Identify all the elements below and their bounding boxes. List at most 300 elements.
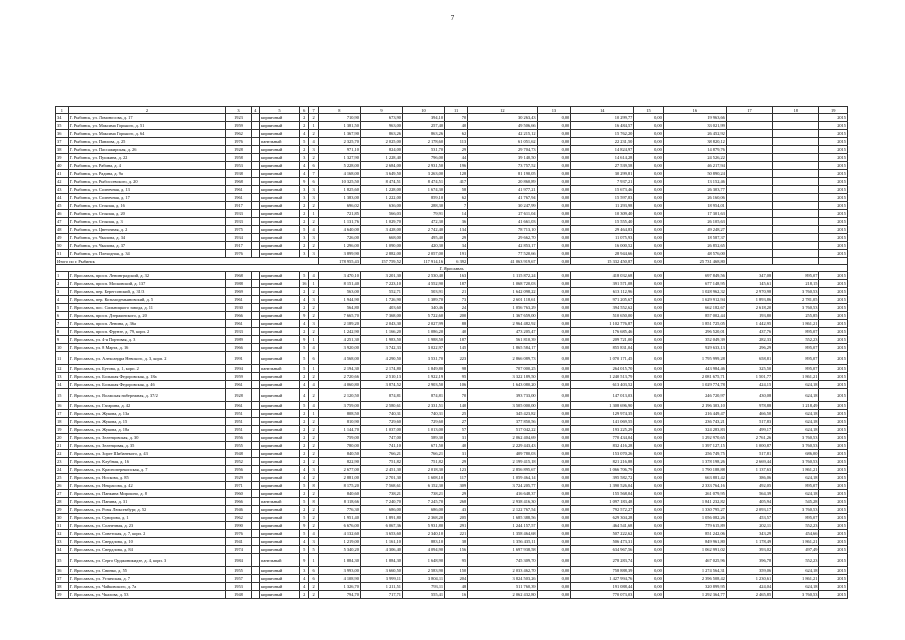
table-cell: 1 891,80 [360,514,402,522]
table-cell: 0,00 [634,506,663,514]
table-cell: 796,00 [403,154,445,162]
table-cell [773,114,819,122]
table-cell [773,202,819,210]
table-cell: 291 [445,522,468,530]
total-cell: 15 332 450,87 [571,258,634,265]
table-cell: 4 306,40 [360,546,402,554]
table-cell: 155 568,04 [571,490,634,498]
table-cell: 624,18 [773,474,819,482]
table-cell: 1989 [226,336,251,344]
table-cell: Г. Рыбинск, ул. Солнечная, д. 13 [68,186,226,194]
column-number-row [56,107,848,114]
table-cell: 4 [299,466,308,474]
table-cell: 1953 [226,583,251,591]
table-cell: 2 033 462,70 [468,567,537,575]
table-cell: 49 248,27 [663,226,726,234]
table-cell: 4 [56,296,69,304]
table-cell: кирпичный [260,538,300,546]
table-cell: 1 070 171,45 [571,352,634,365]
table-cell: 296 520,01 [663,328,726,336]
table-cell: 1 944,90 [318,296,360,304]
table-row [56,498,848,506]
table-cell [251,498,259,506]
table-cell: 26 303,77 [663,186,726,194]
table-cell: 1 685 388,56 [468,514,537,522]
table-cell: 552,23 [773,554,819,567]
table-cell: 15 673,46 [571,186,634,194]
table-cell: 1 356 435,11 [468,538,537,546]
table-cell: 10 309,40 [571,210,634,218]
table-cell: 1951 [226,418,251,426]
table-cell: 2 396 508,42 [663,575,726,583]
table-cell: 7 [56,320,69,328]
table-cell: 822,90 [318,458,360,466]
table-cell: 48 [56,226,69,234]
table-cell: 2 [309,426,318,434]
table-cell: 31 [445,434,468,442]
table-cell: 41 661,03 [468,218,537,226]
table-cell: 2 [299,304,308,312]
total-cell: 178 955,43 [318,258,360,265]
table-cell: 13 [56,373,69,381]
table-cell: 44 [56,194,69,202]
table-cell [251,170,259,178]
table-cell: Г. Рыбинск, ул. Радина, д. 9а [68,170,226,178]
table-cell: 2 120,50 [318,389,360,402]
table-cell: 176 685,46 [571,328,634,336]
table-cell: 8 [309,482,318,490]
table-cell: 200 [445,312,468,320]
table-cell: 98 [445,365,468,373]
table-cell: 1 029,70 [360,218,402,226]
table-cell: 2 [299,410,308,418]
page-number: 7 [450,14,455,22]
table-cell: 0,00 [634,242,663,250]
table-cell: 1 390 526,04 [571,482,634,490]
table-cell: 832 416,28 [571,442,634,450]
table-row [56,418,848,426]
table-cell: 2015 [819,154,848,162]
table-cell: 73 757,52 [468,162,537,170]
table-cell: 2015 [819,304,848,312]
table-cell: кирпичный [260,352,300,365]
table-cell: 624,18 [773,418,819,426]
table-cell: 2 938 416,30 [468,498,537,506]
table-cell: 0,00 [537,410,571,418]
table-cell: 347,08 [726,272,772,280]
table-cell: 552,71 [360,288,402,296]
table-cell: 0,00 [634,418,663,426]
table-cell: 2 [309,583,318,591]
table-cell: 2 530,40 [403,272,445,280]
table-cell: 545,28 [773,498,819,506]
table-cell: 2 [299,146,308,154]
table-cell: 3 [299,186,308,194]
table-cell: 147 013,03 [571,389,634,402]
table-cell: 2 018,30 [403,466,445,474]
column-number: 15 [634,107,663,114]
table-cell: 3 [299,194,308,202]
table-cell: 1 427 994,76 [571,575,634,583]
table-cell: Г. Ярославль, пер. Берегсовский, д. 31/3 [68,288,226,296]
table-cell: 0,00 [537,373,571,381]
table-cell: кирпичный [260,514,300,522]
table-cell: 24 526,22 [663,154,726,162]
table-cell: 745 309,70 [468,554,537,567]
table-cell: 320 899,95 [663,583,726,591]
table-cell: 668,00 [360,234,402,242]
table-cell: 4 [299,296,308,304]
table-cell: 1 442,95 [726,320,772,328]
table-cell: 3 [299,250,308,258]
table-cell: 0,00 [537,336,571,344]
table-cell: 420,30 [403,242,445,250]
table-cell: 38 [56,146,69,154]
total-cell: 117 914,16 [403,258,445,265]
table-cell: 1 330 795,27 [663,506,726,514]
table-cell: 1966 [226,312,251,320]
table-cell: 5 [299,498,308,506]
table-cell [726,162,772,170]
table-cell: кирпичный [260,226,300,234]
table-cell: 1966 [226,344,251,352]
table-cell: 187 [445,280,468,288]
table-cell: 2 583,90 [403,567,445,575]
table-cell: 1 090,00 [360,242,402,250]
table-cell: 3 899,90 [318,250,360,258]
table-cell: 1 326,70 [318,583,360,591]
table-cell [773,122,819,130]
column-number: 1 [56,107,69,114]
table-cell: 4 [309,226,318,234]
table-cell: 0,00 [634,402,663,410]
table-cell: 766,21 [360,450,402,458]
table-cell: 4 060,80 [318,381,360,389]
table-cell: 1917 [226,202,251,210]
table-cell: 15 597,83 [571,194,634,202]
table-cell [773,250,819,258]
table-cell: 48 576,00 [663,250,726,258]
table-cell: 1948 [226,591,251,599]
table-cell: 467 025,96 [663,554,726,567]
table-row [56,591,848,599]
table-cell: 2 [299,328,308,336]
table-cell: Г. Ярославль, ул. Панина, д. 31 [68,498,226,506]
table-cell: 883,10 [403,538,445,546]
total-row [56,258,848,265]
table-cell: 697 849,56 [663,272,726,280]
table-cell: 1966 [226,498,251,506]
table-cell: 0,00 [634,442,663,450]
table-cell: 2 [299,418,308,426]
table-cell: Г. Ярославль, ул. Зеленцовская, д. 30 [68,434,226,442]
table-cell: 2015 [819,312,848,320]
table-cell: 29 464,83 [571,226,634,234]
table-cell: 40 [445,442,468,450]
table-cell: кирпичный [260,530,300,538]
column-number: 8 [318,107,360,114]
table-row [56,336,848,344]
table-cell: 2 781,05 [773,296,819,304]
table-cell: 751,82 [403,458,445,466]
table-cell: кирпичный [260,280,300,288]
table-cell: 840,50 [318,450,360,458]
table-cell: 9 [299,312,308,320]
table-cell: 3 531,70 [403,352,445,365]
table-cell [251,336,259,344]
table-cell: 0,00 [537,434,571,442]
table-cell: 117 [445,474,468,482]
table-cell: 2 [299,288,308,296]
column-number: 16 [663,107,726,114]
table-cell [251,530,259,538]
table-cell: 325,50 [726,365,772,373]
table-cell: 3 505 000,00 [468,402,537,410]
table-cell: 29 [56,506,69,514]
table-cell: Г. Рыбинск, ул. Стоялая, д. 16 [68,202,226,210]
table-cell: 153 070,26 [571,450,634,458]
table-cell: 2015 [819,402,848,410]
table-cell: 2 [309,591,318,599]
table-cell: 145,61 [726,280,772,288]
table-cell: 2 333 764,16 [663,482,726,490]
table-row [56,474,848,482]
table-cell: 2 [309,114,318,122]
table-cell: 150 [445,567,468,575]
table-cell: 437,76 [726,328,772,336]
table-cell: 24 [445,304,468,312]
table-cell: 7 568,61 [360,482,402,490]
table-cell: 1948 [226,450,251,458]
table-cell: 677 148,95 [663,280,726,288]
table-row [56,162,848,170]
table-cell: 0,00 [537,466,571,474]
table-cell: 1 [309,410,318,418]
total-cell: 25 731 468,80 [663,258,726,265]
table-cell: 1 178,49 [726,538,772,546]
table-cell: 510 650,00 [571,312,634,320]
table-cell: 31 [445,450,468,458]
table-cell: 686,00 [360,506,402,514]
table-cell: 193,80 [726,312,772,320]
table-cell: 2 [309,288,318,296]
table-cell: 707 000,25 [468,365,537,373]
table-cell: 0,00 [634,482,663,490]
table-cell: 492,05 [726,482,772,490]
table-cell: 717,71 [360,591,402,599]
table-cell: 2 [309,506,318,514]
table-cell [251,186,259,194]
table-cell: 741,10 [360,442,402,450]
table-cell: 18 [56,418,69,426]
table-cell: 12 [56,365,69,373]
table-cell: 507 222,62 [571,530,634,538]
table-cell: 10 [56,344,69,352]
table-cell: 3 [309,186,318,194]
table-cell: 1 849,80 [403,365,445,373]
table-cell: 1 137,63 [726,466,772,474]
table-cell: 3 263,00 [403,170,445,178]
table-cell: 29 [445,234,468,242]
table-cell: 2 057,00 [403,250,445,258]
table-cell: 453,57 [726,514,772,522]
table-row [56,288,848,296]
table-cell: 2 062 432,80 [468,591,537,599]
table-cell: 36 [56,130,69,138]
table-cell: 3 428,00 [360,226,402,234]
table-cell: 1 648,90 [403,554,445,567]
table-cell: 895,07 [773,482,819,490]
housing-table [55,106,848,599]
table-cell: 1 884,30 [318,554,360,567]
table-cell: кирпичный [260,234,300,242]
table-cell: 129 974,35 [571,410,634,418]
table-cell: 0,00 [634,538,663,546]
table-cell: 1 643 080,20 [468,381,537,389]
table-cell: Г. Ярославль, ул. Клубная, д. 16 [68,458,226,466]
table-cell [251,154,259,162]
table-cell: 808,50 [318,410,360,418]
table-cell: 1 066 706,79 [571,466,634,474]
column-number: 13 [537,107,571,114]
table-cell: 2 451,30 [360,466,402,474]
table-cell [251,122,259,130]
table-cell: 738,21 [403,490,445,498]
table-cell: 4 [299,575,308,583]
table-cell: 9 [299,336,308,344]
table-cell: 2 [299,122,308,130]
table-cell: 209 721,00 [571,336,634,344]
table-cell: 0,00 [634,280,663,288]
table-cell: Г. Ярославль, ул. Зеленцовая, д. 35 [68,442,226,450]
table-cell: 393,02 [726,546,772,554]
column-number: 19 [819,107,848,114]
table-cell: 261 079,95 [663,490,726,498]
table-cell: 810,90 [318,418,360,426]
table-cell [251,583,259,591]
table-cell: 971,10 [318,146,360,154]
table-cell: 1 028 962,32 [663,288,726,296]
table-cell: Г. Ярославль, ул. Солнечная, д. 23 [68,522,226,530]
table-cell: 2015 [819,514,848,522]
table-cell: 4 [299,162,308,170]
table-cell: 30 [56,514,69,522]
table-cell: Г. Рыбинск, ул. Пассажирская, д. 26 [68,146,226,154]
table-cell: 1976 [226,138,251,146]
table-cell: 106 [445,381,468,389]
table-cell: 5 [299,226,308,234]
table-cell: 2 043,30 [360,320,402,328]
table-cell: 2 931,50 [403,162,445,170]
table-cell: Г. Ярославль, ул. Носкова, д. 85 [68,474,226,482]
table-cell: Г. Ярославль, ул. Гагарина, д. 42 [68,402,226,410]
table-row [56,530,848,538]
table-cell: 4 [309,138,318,146]
table-cell: Г. Ярославль, ул. Волжская набережная, д. 37/2 [68,389,226,402]
table-cell: 624,18 [773,567,819,575]
table-cell: 859,10 [403,194,445,202]
table-cell: 0,00 [537,114,571,122]
table-cell [251,138,259,146]
table-cell: 3 [309,194,318,202]
table-cell: 16 [56,402,69,410]
table-cell: 1 274 564,31 [663,567,726,575]
table-cell [251,210,259,218]
table-cell: 0,00 [537,554,571,567]
table-cell: 0,00 [634,450,663,458]
table-cell: 2 465,85 [726,591,772,599]
table-cell: 895,07 [773,352,819,365]
table-cell: 123 [445,466,468,474]
table-cell: 343,29 [726,530,772,538]
table-cell: 8 175,20 [318,482,360,490]
table-cell: 0,00 [537,402,571,410]
table-cell: 3 760,53 [773,304,819,312]
table-cell: 430,08 [726,389,772,402]
table-cell: 3 [309,466,318,474]
table-cell: 2 [309,474,318,482]
table-cell: 589,30 [403,434,445,442]
table-row [56,365,848,373]
table-cell: 0,00 [537,381,571,389]
table-cell: 2015 [819,170,848,178]
table-cell: 296,29 [726,344,772,352]
table-cell: 747,00 [360,434,402,442]
table-cell: панельный [260,554,300,567]
table-cell: Г. Рыбинск, ул. Плеходная, д. 34 [68,250,226,258]
table-cell [726,154,772,162]
table-cell: 2 [56,280,69,288]
table-cell: Г. Рыбинск, ул. Чкалова, д. 37 [68,242,226,250]
table-cell: 1956 [226,466,251,474]
column-number: 3 [226,107,251,114]
table-cell [251,474,259,482]
table-cell: 6 [56,312,69,320]
total-label: Итого по г. Рыбинск [56,258,319,265]
table-cell: 2 [309,389,318,402]
table-cell: 0,00 [537,575,571,583]
table-row [56,389,848,402]
total-cell [773,258,819,265]
table-cell: 634 967,56 [571,546,634,554]
table-cell: 1 161,10 [360,538,402,546]
table-cell: 1 383,00 [318,194,360,202]
column-number: 5 [260,107,300,114]
table-cell: 49 [56,234,69,242]
table-cell: 726,00 [318,234,360,242]
table-cell: 740,31 [403,410,445,418]
table-cell: 145 [445,344,468,352]
table-cell: 7 223,10 [360,280,402,288]
table-cell: 1 358 464,68 [468,530,537,538]
table-cell: 2015 [819,554,848,567]
table-cell [251,320,259,328]
table-cell: 721,85 [318,210,360,218]
table-cell: 0,00 [634,320,663,328]
table-cell: 2 [299,242,308,250]
table-cell: Г. Ярославль, просп. Ленинградский, д. 32 [68,272,226,280]
table-cell: 738,21 [360,490,402,498]
table-cell: 5 [299,402,308,410]
table-cell [251,226,259,234]
table-row [56,514,848,522]
table-cell: 1 166,20 [360,328,402,336]
table-cell: 0,00 [634,194,663,202]
table-cell: 15 [56,389,69,402]
table-cell [773,138,819,146]
table-cell: 2 196 303,10 [663,402,726,410]
table-cell: 0,00 [634,591,663,599]
